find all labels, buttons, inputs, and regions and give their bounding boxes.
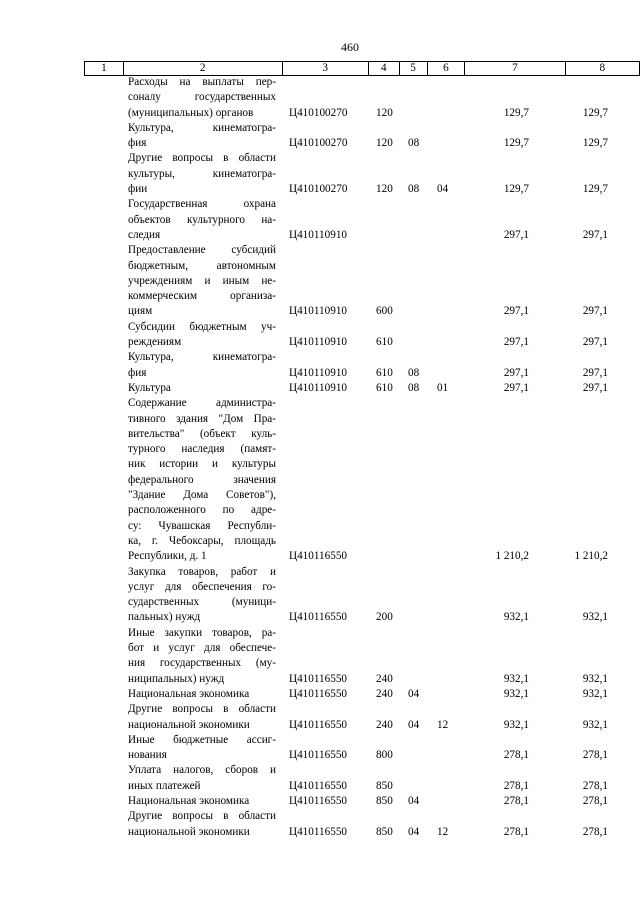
table-row	[0, 151, 640, 197]
table-row	[0, 320, 640, 351]
description-line: фия	[128, 366, 147, 379]
row-subsection: 01	[437, 381, 449, 394]
row-description	[128, 809, 276, 840]
description-line: циям	[128, 305, 153, 318]
description-line: ния государственных (му-	[128, 657, 276, 670]
column-header-table	[84, 61, 640, 76]
table-row	[0, 794, 640, 809]
column-header-1: 1	[85, 62, 124, 76]
row-expense-type: 600	[376, 305, 393, 318]
description-line: "Здание Дома Советов"),	[128, 489, 276, 502]
description-line: культуры, кинематогра-	[128, 167, 276, 180]
description-line: Закупка товаров, работ и	[128, 565, 276, 578]
row-code: Ц410100270	[289, 183, 348, 196]
table-row	[0, 121, 640, 152]
row-amount-col8: 1 210,2	[574, 550, 608, 563]
row-expense-type: 120	[376, 137, 393, 150]
row-amount-col7: 278,1	[503, 779, 529, 792]
description-line: Уплата налогов, сборов и	[128, 764, 276, 777]
description-line: сударственных (муници-	[128, 596, 276, 609]
description-line: тивного здания "Дом Пра-	[128, 412, 276, 425]
row-section: 04	[408, 795, 420, 807]
row-code: Ц410110910	[289, 228, 348, 241]
row-code: Ц410100270	[289, 106, 348, 119]
row-expense-type: 850	[376, 795, 393, 807]
description-line: (муниципальных) органов	[128, 106, 254, 119]
row-amount-col8: 932,1	[582, 718, 608, 731]
row-description	[128, 197, 276, 243]
description-line: федерального значения	[128, 473, 276, 486]
table-row	[0, 396, 640, 564]
row-description	[128, 381, 276, 396]
row-amount-col8: 297,1	[582, 366, 608, 379]
row-section: 08	[408, 137, 420, 150]
row-description	[128, 151, 276, 197]
row-amount-col8: 129,7	[582, 183, 608, 196]
row-amount-col8: 129,7	[582, 137, 608, 150]
row-code: Ц410100270	[289, 137, 348, 150]
row-amount-col8: 129,7	[582, 106, 608, 119]
row-expense-type: 800	[376, 749, 393, 762]
description-line: Национальная экономика	[128, 795, 250, 807]
description-line: расположенного по адре-	[128, 504, 276, 517]
row-amount-col7: 297,1	[503, 366, 529, 379]
row-amount-col7: 297,1	[503, 305, 529, 318]
row-amount-col7: 297,1	[503, 336, 529, 349]
row-section: 04	[408, 825, 420, 838]
row-amount-col7: 932,1	[503, 672, 529, 685]
description-line: Другие вопросы в области	[128, 810, 276, 823]
row-amount-col7: 278,1	[503, 749, 529, 762]
description-line: фии	[128, 183, 148, 196]
row-subsection: 04	[437, 183, 449, 196]
table-row	[0, 565, 640, 626]
table-row	[0, 809, 640, 840]
row-description	[128, 243, 276, 319]
row-description	[128, 702, 276, 733]
description-line: объектов культурного на-	[128, 213, 276, 226]
description-line: пальных) нужд	[128, 611, 201, 624]
row-expense-type: 200	[376, 611, 393, 624]
table-row	[0, 381, 640, 396]
row-subsection: 12	[437, 825, 449, 838]
row-section: 04	[408, 687, 420, 700]
description-line: нования	[128, 749, 167, 762]
description-line: су: Чувашская Республи-	[128, 519, 276, 532]
description-line: ниципальных) нужд	[128, 672, 225, 685]
table-row	[0, 687, 640, 702]
description-line: Содержание администра-	[128, 397, 276, 410]
row-amount-col8: 932,1	[582, 687, 608, 700]
row-amount-col8: 278,1	[582, 825, 608, 838]
description-line: Предоставление субсидий	[128, 244, 276, 257]
row-description	[128, 75, 276, 121]
row-description	[128, 121, 276, 152]
row-amount-col7: 932,1	[503, 687, 529, 700]
description-line: коммерческим организа-	[128, 290, 276, 303]
row-description	[128, 350, 276, 381]
row-code: Ц410116550	[289, 718, 348, 731]
row-expense-type: 240	[376, 687, 393, 700]
row-description	[128, 687, 276, 702]
description-line: иных платежей	[128, 779, 201, 792]
description-line: ка, г. Чебоксары, площадь	[128, 534, 276, 547]
description-line: ник истории и культуры	[128, 458, 276, 471]
row-description	[128, 763, 276, 794]
row-code: Ц410116550	[289, 795, 348, 807]
row-amount-col8: 932,1	[582, 611, 608, 624]
description-line: Национальная экономика	[128, 687, 250, 700]
row-section: 08	[408, 366, 420, 379]
row-expense-type: 120	[376, 106, 393, 119]
row-code: Ц410110910	[289, 381, 348, 394]
row-amount-col7: 278,1	[503, 825, 529, 838]
row-code: Ц410116550	[289, 611, 348, 624]
description-line: вительства" (объект куль-	[128, 427, 276, 440]
table-row	[0, 702, 640, 733]
row-expense-type: 850	[376, 825, 393, 838]
row-amount-col7: 932,1	[503, 611, 529, 624]
row-amount-col7: 278,1	[503, 795, 529, 807]
column-header-4: 4	[368, 62, 399, 76]
description-line: реждениям	[128, 336, 182, 349]
row-description	[128, 626, 276, 687]
row-code: Ц410116550	[289, 825, 348, 838]
row-description	[128, 320, 276, 351]
row-code: Ц410110910	[289, 366, 348, 379]
row-amount-col7: 1 210,2	[495, 550, 529, 563]
row-amount-col7: 129,7	[503, 106, 529, 119]
row-amount-col8: 297,1	[582, 305, 608, 318]
table-row	[0, 197, 640, 243]
column-header-7: 7	[465, 62, 565, 76]
row-expense-type: 240	[376, 718, 393, 731]
row-code: Ц410116550	[289, 779, 348, 792]
budget-table-body	[0, 75, 640, 840]
row-amount-col8: 278,1	[582, 795, 608, 807]
row-description	[128, 565, 276, 626]
description-line: следия	[128, 228, 161, 241]
table-row	[0, 350, 640, 381]
column-header-3: 3	[282, 62, 368, 76]
row-subsection: 12	[437, 718, 449, 731]
row-amount-col7: 297,1	[503, 381, 529, 394]
row-amount-col7: 297,1	[503, 228, 529, 241]
description-line: фия	[128, 137, 147, 150]
row-code: Ц410116550	[289, 550, 348, 563]
row-expense-type: 610	[376, 366, 393, 379]
row-amount-col7: 129,7	[503, 137, 529, 150]
row-code: Ц410116550	[289, 672, 348, 685]
table-row	[0, 626, 640, 687]
row-description	[128, 794, 276, 809]
description-line: Государственная охрана	[128, 198, 276, 211]
row-amount-col8: 278,1	[582, 749, 608, 762]
column-header-5: 5	[399, 62, 427, 76]
column-header-6: 6	[427, 62, 465, 76]
description-line: Другие вопросы в области	[128, 152, 276, 165]
row-expense-type: 610	[376, 381, 393, 394]
row-expense-type: 240	[376, 672, 393, 685]
row-amount-col8: 932,1	[582, 672, 608, 685]
column-header-8: 8	[565, 62, 640, 76]
row-amount-col8: 297,1	[582, 228, 608, 241]
table-row	[0, 243, 640, 320]
row-amount-col8: 297,1	[582, 336, 608, 349]
description-line: бот и услуг для обеспече-	[128, 642, 276, 655]
row-amount-col8: 297,1	[582, 381, 608, 394]
description-line: Субсидии бюджетным уч-	[128, 320, 276, 333]
table-row	[0, 75, 640, 121]
description-line: Культура, кинематогра-	[128, 121, 276, 134]
row-expense-type: 850	[376, 779, 393, 792]
column-header-row	[85, 62, 640, 76]
description-line: Другие вопросы в области	[128, 703, 276, 716]
row-section: 08	[408, 381, 420, 394]
row-code: Ц410110910	[289, 336, 348, 349]
description-line: услуг для обеспечения го-	[128, 580, 276, 593]
row-description	[128, 396, 276, 564]
row-amount-col7: 932,1	[503, 718, 529, 731]
description-line: Культура, кинематогра-	[128, 351, 276, 364]
description-line: национальной экономики	[128, 718, 250, 731]
row-amount-col7: 129,7	[503, 183, 529, 196]
column-header-2: 2	[123, 62, 282, 76]
description-line: турного наследия (памят-	[128, 443, 276, 456]
description-line: Иные бюджетные ассиг-	[128, 733, 276, 746]
row-expense-type: 610	[376, 336, 393, 349]
row-expense-type: 120	[376, 183, 393, 196]
table-row	[0, 733, 640, 764]
row-section: 04	[408, 718, 420, 731]
row-code: Ц410116550	[289, 749, 348, 762]
description-line: соналу государственных	[128, 91, 276, 104]
row-section: 08	[408, 183, 420, 196]
table-row	[0, 763, 640, 794]
description-line: Иные закупки товаров, ра-	[128, 626, 276, 639]
page-number: 460	[341, 40, 359, 54]
description-line: Расходы на выплаты пер-	[128, 76, 276, 88]
row-code: Ц410116550	[289, 687, 348, 700]
description-line: бюджетным, автономным	[128, 259, 276, 272]
description-line: Культура	[128, 381, 171, 394]
row-amount-col8: 278,1	[582, 779, 608, 792]
row-description	[128, 733, 276, 764]
description-line: учреждениям и иным не-	[128, 274, 276, 287]
row-code: Ц410110910	[289, 305, 348, 318]
description-line: национальной экономики	[128, 825, 250, 838]
description-line: Республики, д. 1	[128, 550, 207, 563]
